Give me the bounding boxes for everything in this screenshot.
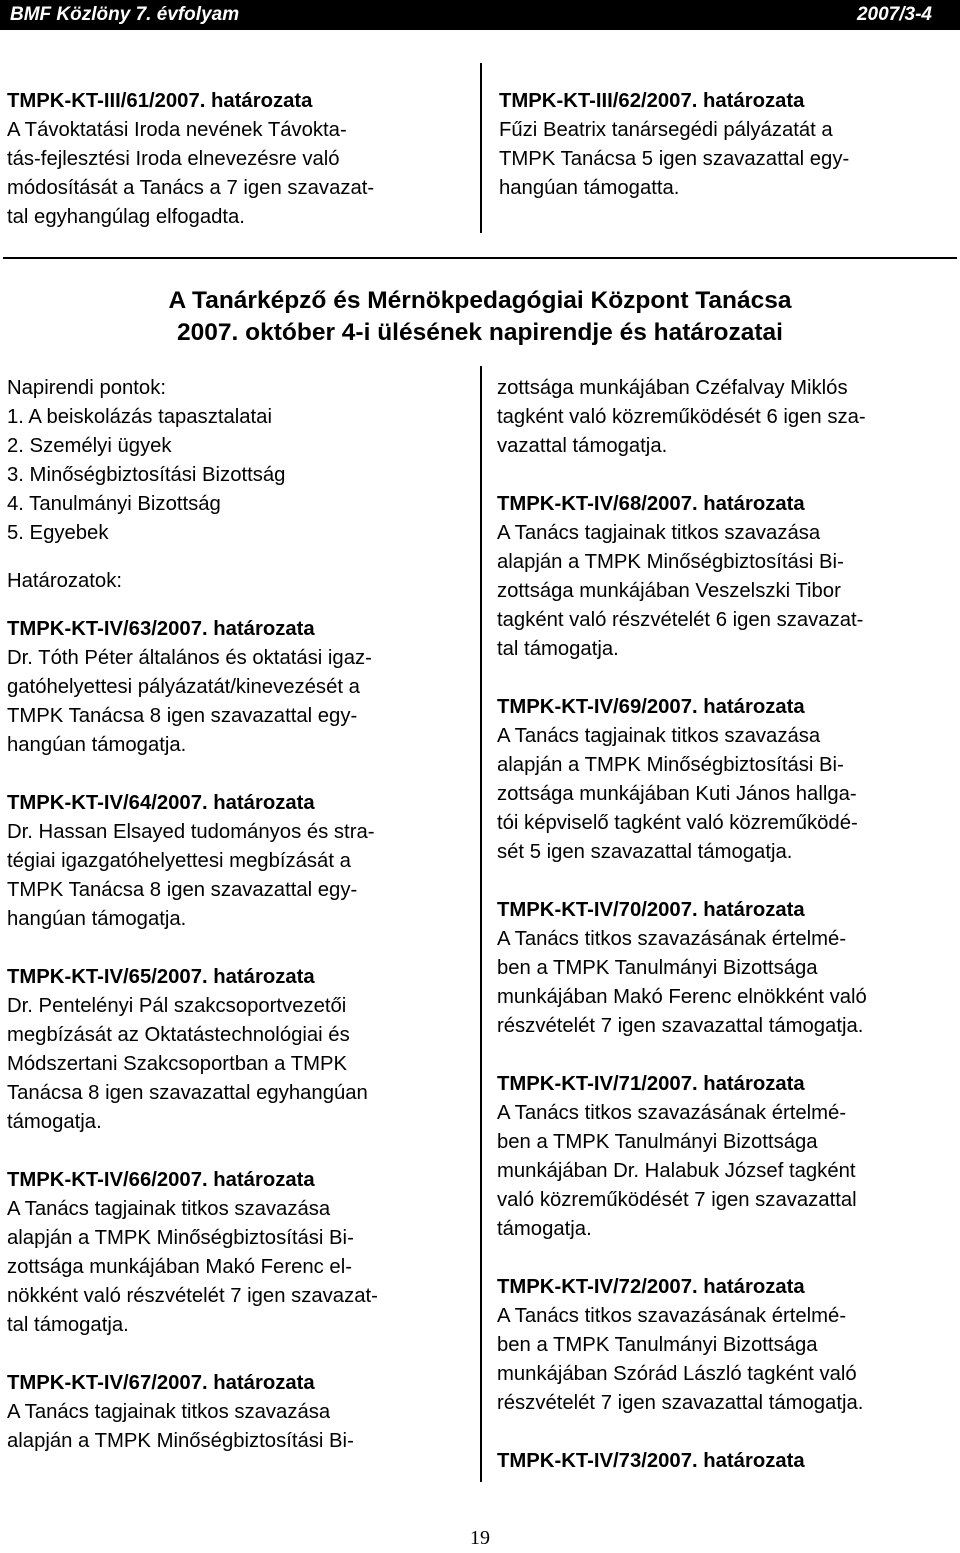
text-line: tal egyhangúlag elfogadta.	[7, 206, 245, 228]
resolution-heading: TMPK-KT-IV/71/2007. határozata	[497, 1073, 805, 1095]
resolution-heading: TMPK-KT-IV/63/2007. határozata	[7, 618, 315, 640]
text-line: való közreműködését 7 igen szavazattal	[497, 1189, 857, 1211]
resolution-heading: TMPK-KT-IV/68/2007. határozata	[497, 493, 805, 515]
top-right-block	[499, 87, 954, 203]
text-line: részvételét 7 igen szavazattal támogatja.	[497, 1392, 864, 1414]
text-line: módosítását a Tanács a 7 igen szavazat-	[7, 177, 375, 199]
text-line: nökként való részvételét 7 igen szavazat-	[7, 1285, 378, 1307]
text-line: alapján a TMPK Minőségbiztosítási Bi-	[497, 754, 844, 776]
column-divider-main	[480, 366, 482, 1482]
text-line: támogatja.	[497, 1218, 592, 1240]
text-line: Dr. Pentelényi Pál szakcsoportvezetői	[7, 995, 347, 1017]
column-divider-top	[480, 63, 482, 233]
text-line: zottsága munkájában Makó Ferenc el-	[7, 1256, 352, 1278]
agenda-item: 5. Egyebek	[7, 522, 109, 544]
text-line: A Tanács titkos szavazásának értelmé-	[497, 1102, 847, 1124]
text-line: A Tanács tagjainak titkos szavazása	[497, 522, 821, 544]
resolutions-heading: Határozatok:	[7, 570, 122, 592]
section-title-line: 2007. október 4-i ülésének napirendje és határozatai	[177, 319, 783, 346]
text-line: Módszertani Szakcsoportban a TMPK	[7, 1053, 348, 1075]
resolution-heading: TMPK-KT-IV/69/2007. határozata	[497, 696, 805, 718]
text-line: A Tanács titkos szavazásának értelmé-	[497, 928, 847, 950]
text-line: ben a TMPK Tanulmányi Bizottsága	[497, 957, 818, 979]
resolution-heading: TMPK-KT-IV/70/2007. határozata	[497, 899, 805, 921]
text-line: TMPK Tanácsa 8 igen szavazattal egy-	[7, 879, 358, 901]
resolution-heading: TMPK-KT-III/61/2007. határozata	[7, 90, 313, 112]
agenda-item: 1. A beiskolázás tapasztalatai	[7, 406, 272, 428]
text-line: TMPK Tanácsa 8 igen szavazattal egy-	[7, 705, 358, 727]
text-line: A Távoktatási Iroda nevének Távokta-	[7, 119, 347, 141]
section-divider	[3, 257, 957, 259]
text-line: Dr. Tóth Péter általános és oktatási igaz-	[7, 647, 372, 669]
issue-number: 2007/3-4	[856, 4, 932, 25]
text-line: zottsága munkájában Veszelszki Tibor	[497, 580, 841, 602]
text-line: zottsága munkájában Kuti János hallga-	[497, 783, 857, 805]
text-line: tagként való részvételét 6 igen szavazat-	[497, 609, 864, 631]
right-column	[497, 374, 955, 1476]
top-left-block	[7, 87, 458, 232]
text-line: hangúan támogatja.	[7, 908, 187, 930]
journal-header	[0, 0, 960, 30]
text-line: tal támogatja.	[7, 1314, 129, 1336]
text-line: támogatja.	[7, 1111, 102, 1133]
text-line: munkájában Dr. Halabuk József tagként	[497, 1160, 856, 1182]
text-line: tói képviselő tagként való közreműködé-	[497, 812, 858, 834]
text-line: alapján a TMPK Minőségbiztosítási Bi-	[497, 551, 844, 573]
agenda-heading: Napirendi pontok:	[7, 377, 166, 399]
resolution-heading: TMPK-KT-IV/64/2007. határozata	[7, 792, 315, 814]
journal-title: BMF Közlöny 7. évfolyam	[10, 4, 240, 25]
text-line: A Tanács tagjainak titkos szavazása	[7, 1198, 331, 1220]
text-line: tás-fejlesztési Iroda elnevezésre való	[7, 148, 340, 170]
text-line: ben a TMPK Tanulmányi Bizottsága	[497, 1334, 818, 1356]
text-line: alapján a TMPK Minőségbiztosítási Bi-	[7, 1227, 354, 1249]
text-line: megbízását az Oktatástechnológiai és	[7, 1024, 350, 1046]
resolution-heading: TMPK-KT-IV/73/2007. határozata	[497, 1450, 805, 1472]
text-line: Tanácsa 8 igen szavazattal egyhangúan	[7, 1082, 368, 1104]
left-column	[7, 374, 465, 1456]
resolution-heading: TMPK-KT-IV/72/2007. határozata	[497, 1276, 805, 1298]
text-line: ben a TMPK Tanulmányi Bizottsága	[497, 1131, 818, 1153]
text-line: részvételét 7 igen szavazattal támogatja.	[497, 1015, 864, 1037]
text-line: tal támogatja.	[497, 638, 619, 660]
resolution-heading: TMPK-KT-IV/65/2007. határozata	[7, 966, 315, 988]
text-line: A Tanács titkos szavazásának értelmé-	[497, 1305, 847, 1327]
section-title	[0, 285, 960, 349]
resolution-heading: TMPK-KT-III/62/2007. határozata	[499, 90, 805, 112]
resolution-heading: TMPK-KT-IV/67/2007. határozata	[7, 1372, 315, 1394]
agenda-item: 2. Személyi ügyek	[7, 435, 172, 457]
text-line: Fűzi Beatrix tanársegédi pályázatát a	[499, 119, 833, 141]
text-line: alapján a TMPK Minőségbiztosítási Bi-	[7, 1430, 354, 1452]
text-line: Dr. Hassan Elsayed tudományos és stra-	[7, 821, 375, 843]
text-line: munkájában Makó Ferenc elnökként való	[497, 986, 867, 1008]
text-line: A Tanács tagjainak titkos szavazása	[497, 725, 821, 747]
text-line: tégiai igazgatóhelyettesi megbízását a	[7, 850, 351, 872]
text-line: tagként való közreműködését 6 igen sza-	[497, 406, 866, 428]
agenda-item: 4. Tanulmányi Bizottság	[7, 493, 221, 515]
section-title-line: A Tanárképző és Mérnökpedagógiai Központ Tanácsa	[168, 287, 792, 314]
text-line: sét 5 igen szavazattal támogatja.	[497, 841, 793, 863]
text-line: vazattal támogatja.	[497, 435, 668, 457]
text-line: hangúan támogatta.	[499, 177, 680, 199]
resolution-heading: TMPK-KT-IV/66/2007. határozata	[7, 1169, 315, 1191]
page-number: 19	[470, 1527, 490, 1549]
text-line: munkájában Szórád László tagként való	[497, 1363, 857, 1385]
text-line: hangúan támogatja.	[7, 734, 187, 756]
text-line: A Tanács tagjainak titkos szavazása	[7, 1401, 331, 1423]
agenda-item: 3. Minőségbiztosítási Bizottság	[7, 464, 286, 486]
text-line: gatóhelyettesi pályázatát/kinevezését a	[7, 676, 360, 698]
text-line: zottsága munkájában Czéfalvay Miklós	[497, 377, 848, 399]
text-line: TMPK Tanácsa 5 igen szavazattal egy-	[499, 148, 850, 170]
